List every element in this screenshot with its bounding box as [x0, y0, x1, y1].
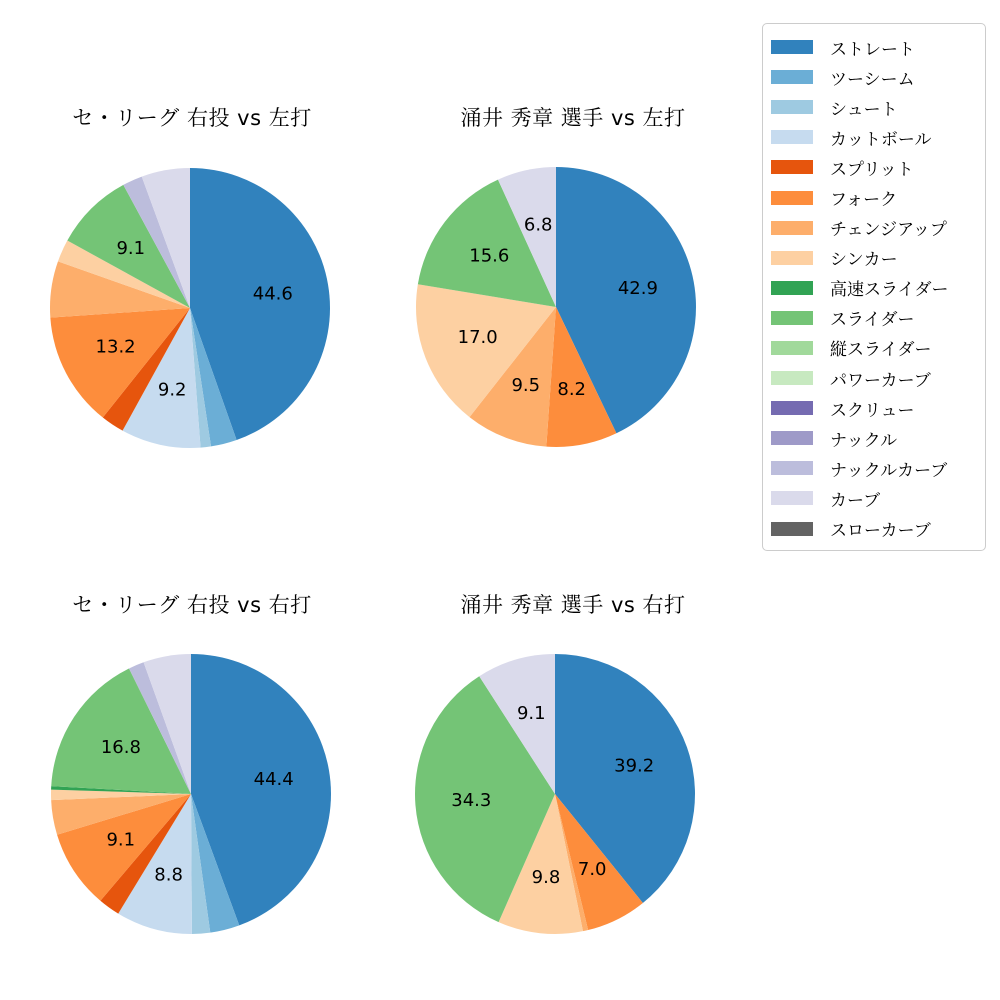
legend-swatch-icon — [771, 130, 813, 144]
slice-value-label: 9.8 — [531, 867, 561, 888]
legend-label: ツーシーム — [830, 69, 915, 90]
slice-value-label: 9.2 — [157, 379, 187, 401]
legend-swatch-icon — [771, 281, 813, 295]
slice-value-label: 9.1 — [106, 829, 136, 851]
legend-swatch-icon — [771, 431, 813, 445]
legend-label: ナックル — [830, 430, 898, 451]
slice-value-label: 8.8 — [154, 864, 183, 886]
legend-item-10 — [771, 333, 985, 363]
legend-label: スローカーブ — [830, 521, 931, 542]
legend-label: スプリット — [830, 159, 914, 180]
pie-chart-wakui-vs-right — [405, 644, 705, 944]
legend-label: カーブ — [830, 490, 881, 511]
slice-value-label: 34.3 — [451, 790, 492, 812]
legend-item-14 — [771, 453, 985, 483]
slice-value-label: 13.2 — [95, 336, 136, 358]
legend-item-5 — [771, 182, 985, 212]
legend-swatch-icon — [771, 251, 813, 265]
legend-swatch-icon — [771, 401, 813, 415]
chart-title-wakui-vs-left: 涌井 秀章 選手 vs 左打 — [460, 106, 686, 130]
slice-value-label: 9.5 — [511, 374, 541, 396]
slice-value-label: 42.9 — [617, 277, 658, 299]
legend-swatch-icon — [771, 311, 813, 325]
legend-label: シンカー — [830, 250, 898, 271]
legend-item-9 — [771, 303, 985, 333]
legend — [762, 23, 986, 551]
legend-label: カットボール — [830, 129, 932, 150]
legend-item-8 — [771, 273, 985, 303]
slice-value-label: 6.8 — [523, 214, 553, 236]
chart-title-ce-vs-right: セ・リーグ 右投 vs 右打 — [72, 593, 312, 617]
legend-label: パワーカーブ — [830, 370, 931, 391]
legend-label: ストレート — [830, 39, 915, 60]
legend-label: ナックルカーブ — [830, 460, 948, 481]
legend-swatch-icon — [771, 341, 813, 355]
legend-swatch-icon — [771, 100, 813, 114]
legend-label: スクリュー — [830, 400, 915, 421]
legend-item-2 — [771, 92, 985, 122]
legend-label: 縦スライダー — [830, 340, 932, 361]
legend-item-15 — [771, 483, 985, 513]
slice-value-label: 8.2 — [557, 379, 587, 400]
legend-swatch-icon — [771, 491, 813, 505]
slice-value-label: 16.8 — [100, 737, 141, 759]
pie-chart-ce-vs-left — [40, 158, 340, 458]
legend-swatch-icon — [771, 371, 813, 385]
pie-chart-ce-vs-right — [41, 644, 341, 944]
legend-item-13 — [771, 423, 985, 453]
legend-swatch-icon — [771, 221, 813, 235]
slice-value-label: 7.0 — [577, 858, 607, 880]
legend-item-7 — [771, 243, 985, 273]
legend-item-16 — [771, 514, 985, 544]
legend-swatch-icon — [771, 191, 813, 205]
chart-title-ce-vs-left: セ・リーグ 右投 vs 左打 — [72, 106, 312, 130]
legend-swatch-icon — [771, 40, 813, 54]
legend-item-4 — [771, 152, 985, 182]
slice-value-label: 9.1 — [516, 702, 546, 724]
slice-value-label: 44.4 — [253, 768, 294, 790]
pie-chart-wakui-vs-left — [406, 157, 706, 457]
legend-item-11 — [771, 363, 985, 393]
legend-label: チェンジアップ — [830, 220, 947, 241]
chart-title-wakui-vs-right: 涌井 秀章 選手 vs 右打 — [460, 593, 686, 617]
legend-item-6 — [771, 213, 985, 243]
legend-swatch-icon — [771, 522, 813, 536]
slice-value-label: 9.1 — [116, 237, 146, 259]
slice-value-label: 44.6 — [252, 283, 293, 305]
slice-value-label: 39.2 — [614, 755, 655, 777]
legend-item-12 — [771, 393, 985, 423]
legend-item-0 — [771, 32, 985, 62]
legend-label: フォーク — [830, 190, 898, 211]
legend-item-1 — [771, 62, 985, 92]
legend-swatch-icon — [771, 461, 813, 475]
legend-label: スライダー — [830, 310, 915, 331]
legend-swatch-icon — [771, 70, 813, 84]
legend-item-3 — [771, 122, 985, 152]
legend-label: シュート — [830, 99, 898, 120]
slice-value-label: 17.0 — [457, 326, 498, 348]
legend-label: 高速スライダー — [830, 280, 949, 301]
slice-value-label: 15.6 — [469, 245, 510, 267]
legend-swatch-icon — [771, 160, 813, 174]
